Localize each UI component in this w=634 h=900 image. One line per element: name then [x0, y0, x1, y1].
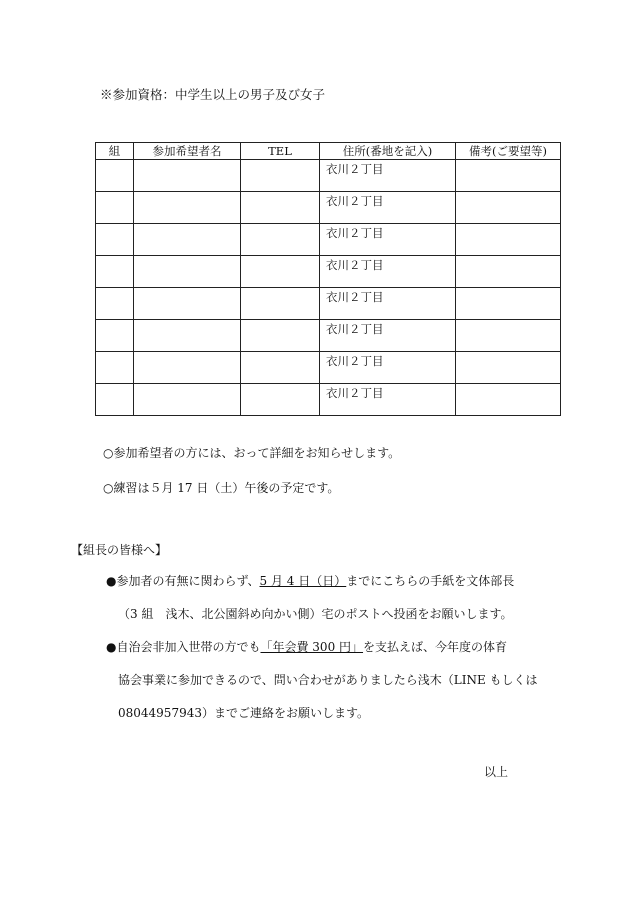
item1-suffix: までにこちらの手紙を文体部長 — [346, 574, 515, 588]
name-cell — [134, 320, 241, 352]
item1-prefix: ●参加者の有無に関わらず、 — [106, 574, 260, 588]
tel-cell — [241, 192, 320, 224]
group-cell — [96, 320, 134, 352]
tel-cell — [241, 384, 320, 416]
remarks-cell — [456, 384, 561, 416]
name-cell — [134, 288, 241, 320]
registration-table — [95, 142, 561, 416]
remarks-cell — [456, 224, 561, 256]
leaders-item-1-line-2: （3 組 浅木、北公園斜め向かい側）宅のポストへ投函をお願いします。 — [118, 607, 513, 621]
group-cell — [96, 352, 134, 384]
address-cell: 衣川２丁目 — [320, 256, 456, 288]
tel-cell — [241, 320, 320, 352]
group-cell — [96, 288, 134, 320]
practice-notice: ○練習は５月 17 日（土）午後の予定です。 — [103, 481, 340, 495]
remarks-cell — [456, 192, 561, 224]
leaders-heading: 【組長の皆様へ】 — [71, 543, 168, 557]
item2-prefix: ●自治会非加入世帯の方でも — [106, 640, 261, 654]
leaders-item-2 — [106, 640, 507, 654]
table-row — [96, 288, 561, 320]
table-row — [96, 384, 561, 416]
address-cell: 衣川２丁目 — [320, 384, 456, 416]
tel-cell — [241, 256, 320, 288]
address-cell: 衣川２丁目 — [320, 192, 456, 224]
remarks-cell — [456, 256, 561, 288]
leaders-item-1 — [106, 574, 514, 588]
item1-deadline-date: 5 月 4 日（日） — [259, 574, 347, 588]
remarks-cell — [456, 320, 561, 352]
group-cell — [96, 192, 134, 224]
name-cell — [134, 256, 241, 288]
group-cell — [96, 384, 134, 416]
table-row — [96, 224, 561, 256]
name-cell — [134, 224, 241, 256]
table-row — [96, 320, 561, 352]
item2-suffix: を支払えば、今年度の体育 — [363, 640, 508, 654]
address-cell: 衣川２丁目 — [320, 160, 456, 192]
tel-cell — [241, 224, 320, 256]
table-row — [96, 352, 561, 384]
closing-mark: 以上 — [484, 765, 509, 779]
table-header-row — [96, 143, 561, 160]
table-row — [96, 160, 561, 192]
item2-annual-fee: 「年会費 300 円」 — [260, 640, 364, 654]
name-cell — [134, 160, 241, 192]
table-row — [96, 256, 561, 288]
group-cell — [96, 160, 134, 192]
tel-cell — [241, 160, 320, 192]
remarks-cell — [456, 352, 561, 384]
header-tel: TEL — [241, 143, 320, 160]
remarks-cell — [456, 288, 561, 320]
group-cell — [96, 256, 134, 288]
table-row — [96, 192, 561, 224]
tel-cell — [241, 352, 320, 384]
header-address: 住所(番地を記入) — [320, 143, 456, 160]
address-cell: 衣川２丁目 — [320, 352, 456, 384]
leaders-item-2-line-2: 協会事業に参加できるので、問い合わせがありましたら浅木（LINE もしくは — [118, 673, 538, 687]
address-cell: 衣川２丁目 — [320, 224, 456, 256]
name-cell — [134, 192, 241, 224]
remarks-cell — [456, 160, 561, 192]
address-cell: 衣川２丁目 — [320, 288, 456, 320]
name-cell — [134, 352, 241, 384]
leaders-item-2-line-3: 08044957943）までご連絡をお願いします。 — [118, 706, 370, 720]
name-cell — [134, 384, 241, 416]
group-cell — [96, 224, 134, 256]
header-group: 組 — [96, 143, 134, 160]
address-cell: 衣川２丁目 — [320, 320, 456, 352]
header-participant-name: 参加希望者名 — [134, 143, 241, 160]
tel-cell — [241, 288, 320, 320]
header-remarks: 備考(ご要望等) — [456, 143, 561, 160]
eligibility-note: ※参加資格：中学生以上の男子及び女子 — [100, 87, 326, 102]
details-notice: ○参加希望者の方には、おって詳細をお知らせします。 — [103, 446, 401, 460]
